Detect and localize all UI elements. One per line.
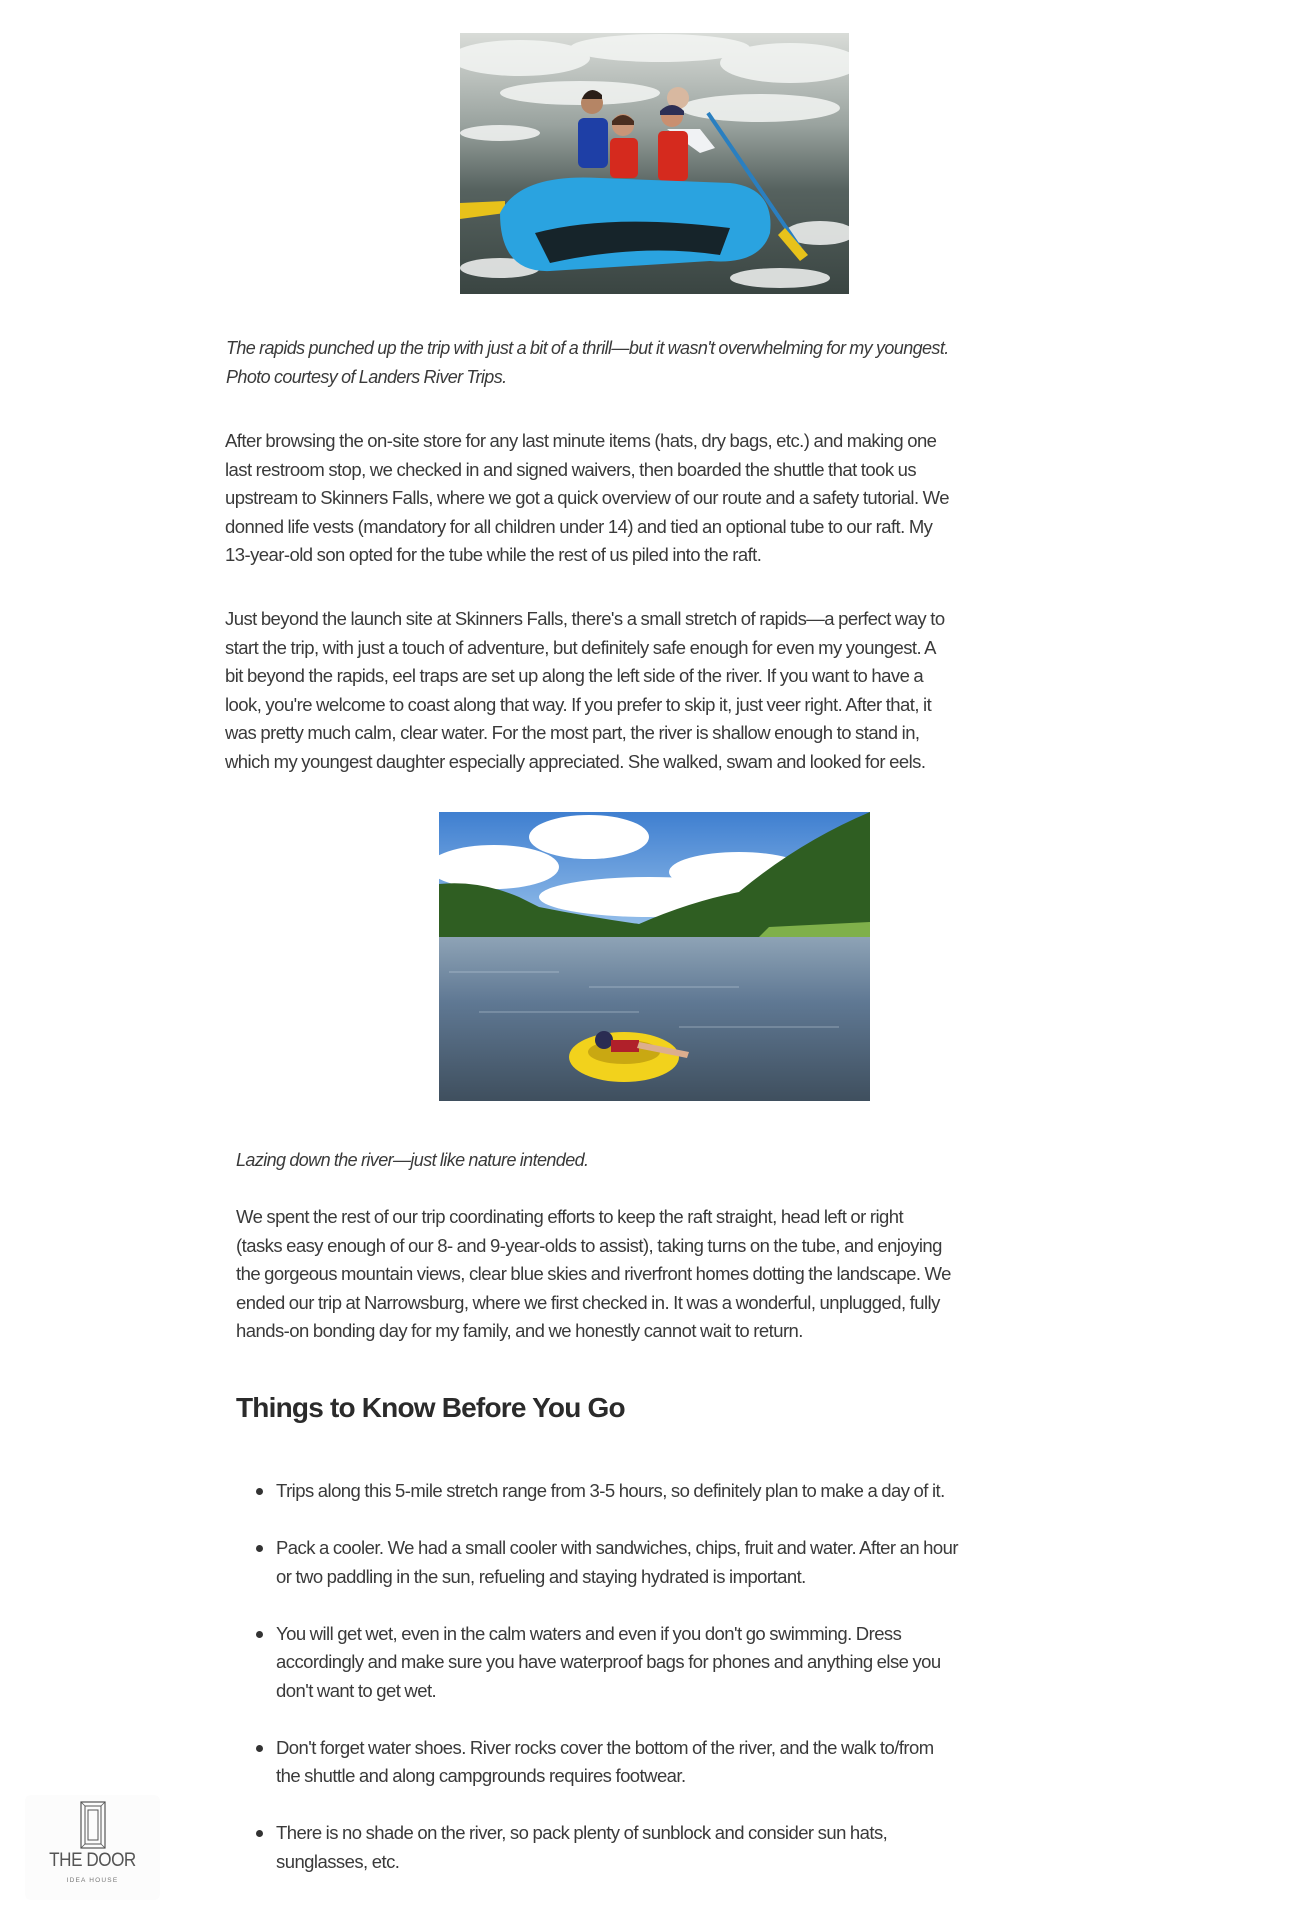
- river-tube-photo: [439, 812, 870, 1101]
- paragraph-line: upstream to Skinners Falls, where we got a quick overview of our route and a safety tutorial. We: [225, 487, 949, 508]
- paragraph-line: (tasks easy enough of our 8- and 9-year-olds to assist), taking turns on the tube, and enjoying: [236, 1234, 942, 1256]
- paragraph-line: was pretty much calm, clear water. For the most part, the river is shallow enough to stand in,: [225, 722, 920, 743]
- paragraph-line: hands-on bonding day for my family, and we honestly cannot wait to return.: [236, 1320, 803, 1341]
- paragraph-rapids: [225, 605, 945, 776]
- the-door-logo: [25, 1795, 160, 1900]
- caption-line: Photo courtesy of Landers River Trips.: [226, 366, 507, 387]
- list-item-line: Don't forget water shoes. River rocks cover the bottom of the river, and the walk to/from: [276, 1736, 934, 1758]
- logo-tagline: IDEA HOUSE: [66, 1877, 119, 1884]
- river-tube-photo-illustration: [439, 812, 870, 1101]
- list-item-line: accordingly and make sure you have waterproof bags for phones and anything else you: [276, 1651, 941, 1672]
- list-item-line: the shuttle and along campgrounds requires footwear.: [276, 1765, 686, 1786]
- paragraph-line: 13-year-old son opted for the tube while the rest of us piled into the raft.: [225, 544, 762, 565]
- list-item: [256, 1477, 958, 1506]
- list-item-line: don't want to get wet.: [276, 1679, 437, 1701]
- bullet-icon: [256, 1488, 263, 1495]
- rafting-photo: [460, 33, 849, 294]
- paragraph-end-of-trip: [236, 1203, 951, 1346]
- list-item-line: or two paddling in the sun, refueling and staying hydrated is important.: [276, 1565, 806, 1587]
- paragraph-line: ended our trip at Narrowsburg, where we first checked in. It was a wonderful, unplugged, fully: [236, 1291, 940, 1313]
- tips-list: [256, 1477, 958, 1905]
- rafting-photo-illustration: [460, 33, 849, 294]
- bullet-icon: [256, 1830, 263, 1837]
- paragraph-line: After browsing the on-site store for any last minute items (hats, dry bags, etc.) and making one: [225, 430, 937, 451]
- list-item-line: There is no shade on the river, so pack plenty of sunblock and consider sun hats,: [276, 1822, 888, 1843]
- logo-name: THE DOOR: [49, 1850, 136, 1871]
- bullet-icon: [256, 1745, 263, 1752]
- bullet-icon: [256, 1545, 263, 1552]
- list-item: [256, 1534, 958, 1591]
- caption-line: The rapids punched up the trip with just a bit of a thrill—but it wasn't overwhelming for my youngest.: [226, 338, 949, 358]
- paragraph-line: last restroom stop, we checked in and signed waivers, then boarded the shuttle that took us: [225, 458, 917, 480]
- list-item-line: sunglasses, etc.: [276, 1850, 400, 1872]
- bullet-icon: [256, 1631, 263, 1638]
- rafting-photo-caption: [226, 334, 949, 391]
- list-item: [256, 1620, 958, 1706]
- caption-line: Lazing down the river—just like nature intended.: [236, 1150, 589, 1170]
- paragraph-line: Just beyond the launch site at Skinners Falls, there's a small stretch of rapids—a perfect way to: [225, 608, 945, 629]
- list-item: [256, 1734, 958, 1791]
- paragraph-line: bit beyond the rapids, eel traps are set up along the left side of the river. If you want to have a: [225, 665, 924, 686]
- section-heading: Things to Know Before You Go: [236, 1392, 625, 1423]
- paragraph-line: We spent the rest of our trip coordinating efforts to keep the raft straight, head left or right: [236, 1206, 904, 1227]
- paragraph-line: which my youngest daughter especially appreciated. She walked, swam and looked for eels.: [225, 750, 926, 772]
- list-item-line: You will get wet, even in the calm waters and even if you don't go swimming. Dress: [276, 1622, 902, 1644]
- list-item-line: Pack a cooler. We had a small cooler with sandwiches, chips, fruit and water. After an hour: [276, 1537, 958, 1558]
- river-tube-photo-caption: [236, 1146, 588, 1175]
- list-item-line: Trips along this 5-mile stretch range from 3-5 hours, so definitely plan to make a day of it.: [276, 1480, 945, 1501]
- paragraph-line: donned life vests (mandatory for all children under 14) and tied an optional tube to our raft. My: [225, 515, 933, 537]
- paragraph-line: start the trip, with just a touch of adventure, but definitely safe enough for even my youngest. A: [225, 636, 936, 658]
- list-item: [256, 1819, 958, 1876]
- paragraph-check-in: [225, 427, 949, 570]
- paragraph-line: the gorgeous mountain views, clear blue skies and riverfront homes dotting the landscape. We: [236, 1263, 951, 1284]
- door-icon: [80, 1801, 106, 1849]
- paragraph-line: look, you're welcome to coast along that way. If you prefer to skip it, just veer right. After that, it: [225, 693, 932, 715]
